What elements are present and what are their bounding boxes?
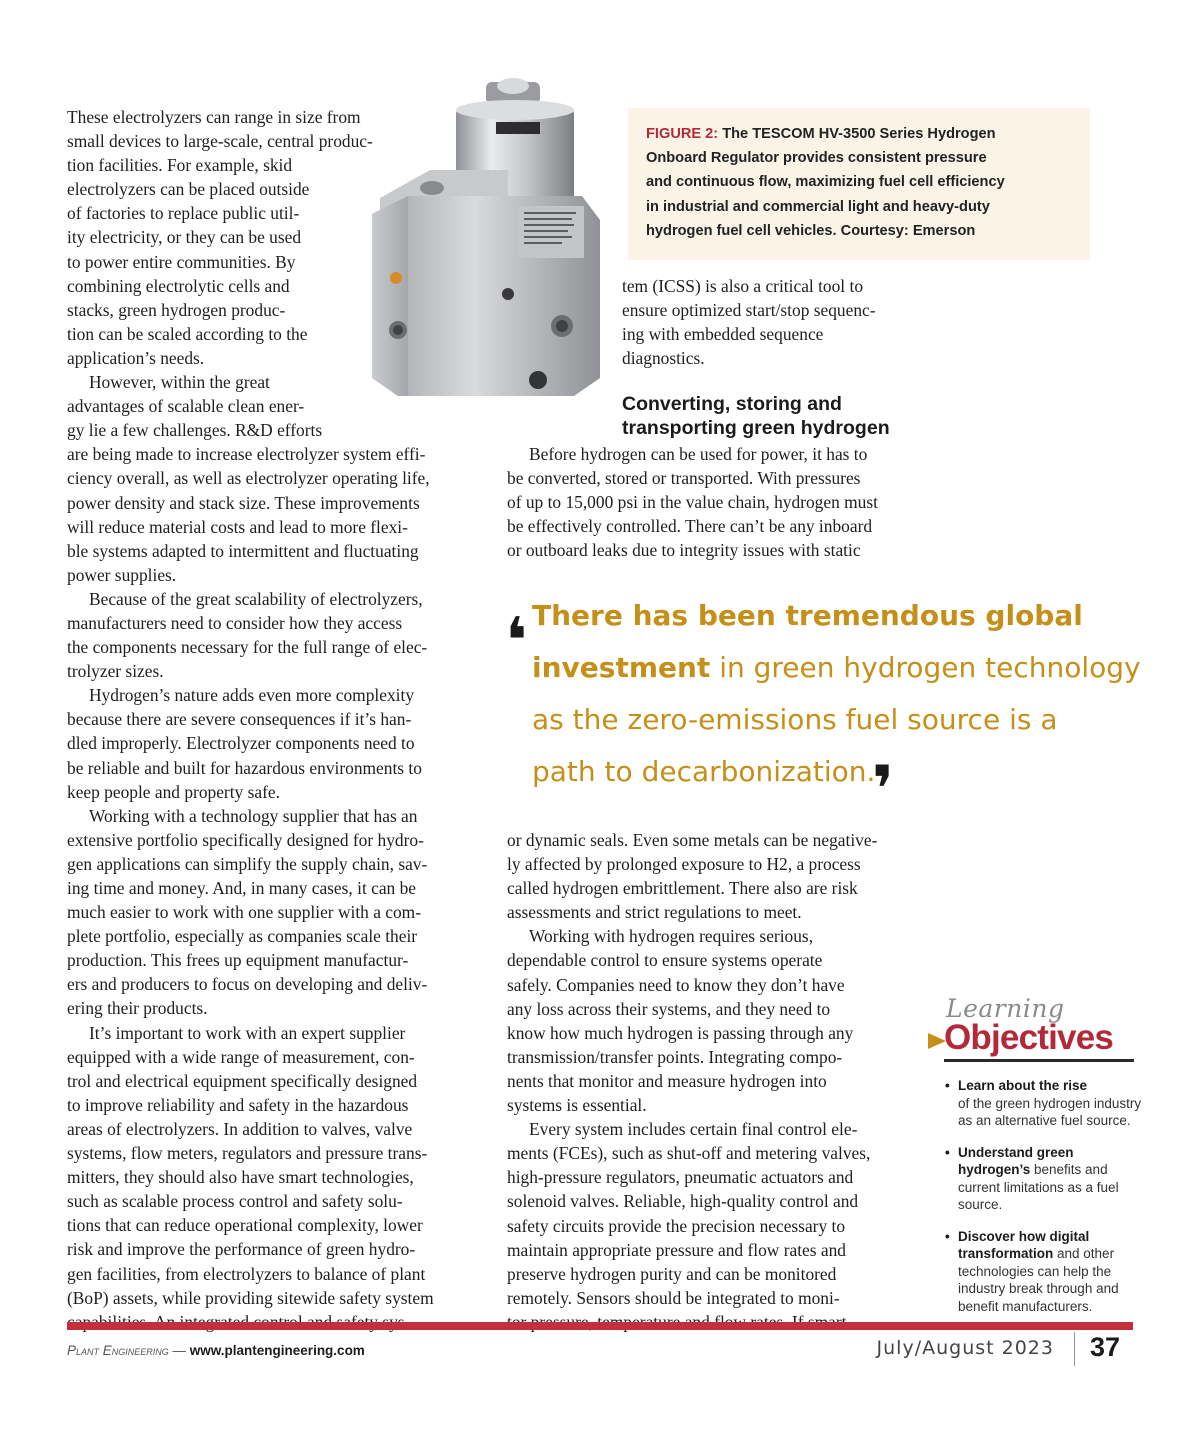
objective-text: of the green hydrogen industry as an alternative fuel source. (958, 1095, 1142, 1128)
text-line: electrolyzers can be placed outside (67, 179, 310, 200)
text-line: power density and stack size. These improvements (67, 492, 420, 513)
quote-bold-word: investment (532, 651, 711, 684)
text-line: advantages of scalable clean ener- (67, 396, 305, 417)
text-line: ers and producers to focus on developing and deliv- (67, 974, 428, 995)
objectives-list (944, 1077, 1144, 1329)
text-line: ering their products. (67, 998, 208, 1019)
right-top-paragraph (622, 274, 942, 370)
objective-bold: Learn about the rise (958, 1078, 1088, 1093)
text-line: Working with hydrogen requires serious, (529, 926, 814, 947)
text-line: ing time and money. And, in many cases, it can be (67, 878, 417, 898)
text-line: remotely. Sensors should be integrated to moni- (507, 1287, 840, 1308)
text-line: small devices to large-scale, central produc- (67, 131, 373, 152)
text-line: the components necessary for the full range of elec- (67, 637, 428, 658)
text-line: high-pressure regulators, pneumatic actuators and (507, 1167, 854, 1188)
figure-label: FIGURE 2: (646, 126, 719, 142)
text-line: know how much hydrogen is passing through any (507, 1022, 854, 1043)
text-line: production. This frees up equipment manufactur- (67, 950, 409, 971)
text-line: will reduce material costs and lead to more flexi- (67, 516, 408, 537)
list-item (944, 1228, 1144, 1316)
text-line: areas of electrolyzers. In addition to valves, valve (67, 1118, 413, 1139)
text-line: However, within the great (89, 372, 270, 393)
text-line: equipped with a wide range of measurement, con- (67, 1046, 415, 1067)
text-line: gen facilities, from electrolyzers to balance of plant (67, 1263, 426, 1284)
objective-bold: Understand green hydrogen’s (958, 1144, 1074, 1177)
close-quote-mark: ❜ (872, 753, 895, 827)
cap-dome (497, 78, 529, 94)
text-line: safety circuits provide the precision necessary to (507, 1215, 846, 1236)
quote-line: as the zero-emissions fuel source is a (532, 703, 1058, 736)
list-item (944, 1144, 1144, 1214)
text-line: assessments and strict regulations to meet. (507, 902, 802, 923)
text-line: maintain appropriate pressure and flow rates and (507, 1239, 846, 1260)
left-paragraph-6 (67, 1021, 477, 1334)
text-line: solenoid valves. Reliable, high-quality control and (507, 1191, 859, 1212)
text-line: such as scalable process control and safety solu- (67, 1191, 403, 1212)
caption-line: and continuous flow, maximizing fuel cell efficiency (646, 174, 1005, 191)
text-line: systems, flow meters, regulators and pressure trans- (67, 1143, 428, 1164)
quote-line: There has been tremendous global (532, 599, 1083, 632)
text-line: or outboard leaks due to integrity issues with static (507, 540, 861, 561)
text-line: (BoP) assets, while providing sitewide safety system (67, 1287, 434, 1308)
text-line: gen applications can simplify the supply chain, sav- (67, 853, 428, 874)
issue-date: July/August 2023 (876, 1337, 1054, 1359)
text-line: Before hydrogen can be used for power, it has to (529, 444, 868, 464)
heading-line: transporting green hydrogen (622, 417, 890, 439)
figure-caption (646, 122, 1086, 243)
open-quote-mark: ❜ (505, 575, 528, 649)
text-line: transmission/transfer points. Integrating compo- (507, 1046, 843, 1067)
text-line: It’s important to work with an expert supplier (89, 1022, 406, 1043)
right-paragraph-1 (507, 828, 927, 924)
text-line: or dynamic seals. Even some metals can be negative- (507, 830, 878, 850)
text-line: power supplies. (67, 564, 177, 585)
left-paragraph-3 (67, 587, 477, 683)
text-line: Every system includes certain final control ele- (529, 1119, 858, 1140)
text-line: keep people and property safe. (67, 781, 280, 802)
footer-publication (67, 1343, 365, 1358)
text-line: to power entire communities. By (67, 251, 296, 272)
text-line: manufacturers need to consider how they access (67, 612, 403, 633)
text-line: be converted, stored or transported. With pressures (507, 468, 861, 489)
caption-line: hydrogen fuel cell vehicles. Courtesy: Emerson (646, 222, 976, 239)
text-line: any loss across their systems, and they need to (507, 998, 831, 1019)
heading-line: Converting, storing and (622, 393, 842, 415)
text-line: Working with a technology supplier that has an (89, 805, 418, 826)
left-paragraph-5 (67, 804, 477, 1021)
caption-line: The TESCOM HV-3500 Series Hydrogen (718, 126, 996, 142)
publication-name: Plant Engineering (67, 1343, 169, 1358)
text-line: nents that monitor and measure hydrogen into (507, 1070, 827, 1091)
text-line: plete portfolio, especially as companies scale their (67, 926, 418, 947)
text-line: combining electrolytic cells and (67, 275, 290, 296)
text-line: risk and improve the performance of green hydro- (67, 1239, 416, 1260)
objective-text: benefits and current limitations as a fuel source. (958, 1162, 1119, 1212)
text-line: dependable control to ensure systems operate (507, 950, 823, 971)
right-paragraph-3 (507, 1117, 927, 1334)
bullet-icon: • (945, 1078, 950, 1093)
text-line: Hydrogen’s nature adds even more complexity (89, 685, 415, 706)
caption-line: Onboard Regulator provides consistent pressure (646, 150, 987, 167)
text-line: diagnostics. (622, 348, 705, 369)
text-line: ble systems adapted to intermittent and fluctuating (67, 540, 419, 561)
objectives-label: Objectives (944, 1018, 1114, 1057)
text-line: of up to 15,000 psi in the value chain, hydrogen must (507, 492, 878, 513)
pull-quote (532, 590, 1172, 798)
text-line: much easier to work with one supplier with a com- (67, 902, 422, 923)
text-line: because there are severe consequences if it’s han- (67, 709, 412, 730)
footer-rule (67, 1322, 1133, 1330)
text-line: be effectively controlled. There can’t be any inboard (507, 516, 873, 537)
quote-line: in green hydrogen technology (710, 651, 1141, 684)
text-line: dled improperly. Electrolyzer components need to (67, 733, 415, 754)
text-line: tion facilities. For example, skid (67, 155, 293, 176)
text-line: ciency overall, as well as electrolyzer operating life, (67, 468, 430, 489)
text-line: ensure optimized start/stop sequenc- (622, 300, 876, 321)
right-mid-paragraph (507, 442, 927, 562)
text-line: Because of the great scalability of electrolyzers, (89, 588, 423, 609)
bullet-icon: • (945, 1144, 950, 1160)
section-heading (622, 392, 942, 440)
objectives-divider (944, 1059, 1134, 1062)
text-line: ing with embedded sequence (622, 324, 824, 345)
left-paragraph-4 (67, 683, 477, 803)
caption-line: in industrial and commercial light and heavy-duty (646, 198, 990, 215)
text-line: mitters, they should also have smart technologies, (67, 1167, 414, 1188)
text-line: of factories to replace public util- (67, 203, 300, 224)
text-line: are being made to increase electrolyzer system effi- (67, 444, 426, 465)
text-line: gy lie a few challenges. R&D efforts (67, 420, 323, 441)
objective-text: and other technologies can help the industry break through and benefit manufacturers. (958, 1246, 1119, 1314)
bullet-icon: • (945, 1228, 950, 1244)
orange-port (390, 272, 402, 284)
text-line: trol and electrical equipment specifically designed (67, 1070, 418, 1091)
text-line: called hydrogen embrittlement. There also are risk (507, 878, 858, 899)
text-line: ly affected by prolonged exposure to H2, a process (507, 854, 861, 875)
text-line: tem (ICSS) is also a critical tool to (622, 276, 864, 296)
right-bottom-column (507, 828, 927, 1334)
text-line: safely. Companies need to know they don’t have (507, 974, 845, 995)
footer-divider (1074, 1332, 1075, 1366)
regulator-photo (368, 78, 630, 418)
page-number: 37 (1090, 1332, 1121, 1362)
text-line: extensive portfolio specifically designed for hydro- (67, 829, 424, 850)
website-link[interactable]: www.plantengineering.com (189, 1343, 365, 1358)
text-line: tion can be scaled according to the (67, 323, 308, 344)
footer-dash: — (168, 1343, 190, 1358)
text-line: preserve hydrogen purity and can be monitored (507, 1263, 837, 1284)
list-item (944, 1077, 1144, 1130)
text-line: to improve reliability and safety in the hazardous (67, 1094, 409, 1115)
text-line: These electrolyzers can range in size from (67, 107, 361, 127)
text-line: be reliable and built for hazardous environments to (67, 757, 422, 778)
right-paragraph-2 (507, 924, 927, 1117)
text-line: tions that can reduce operational complexity, lower (67, 1215, 423, 1236)
text-line: trolyzer sizes. (67, 661, 164, 682)
learning-label: Learning (946, 994, 1065, 1023)
text-line: application’s needs. (67, 347, 205, 368)
text-line: ments (FCEs), such as shut-off and metering valves, (507, 1143, 871, 1164)
text-line: systems is essential. (507, 1095, 647, 1116)
text-line: stacks, green hydrogen produc- (67, 299, 286, 320)
text-line: ity electricity, or they can be used (67, 227, 302, 248)
objective-bold: Discover how digital transformation (958, 1228, 1090, 1261)
quote-line: path to decarbonization. (532, 755, 876, 788)
